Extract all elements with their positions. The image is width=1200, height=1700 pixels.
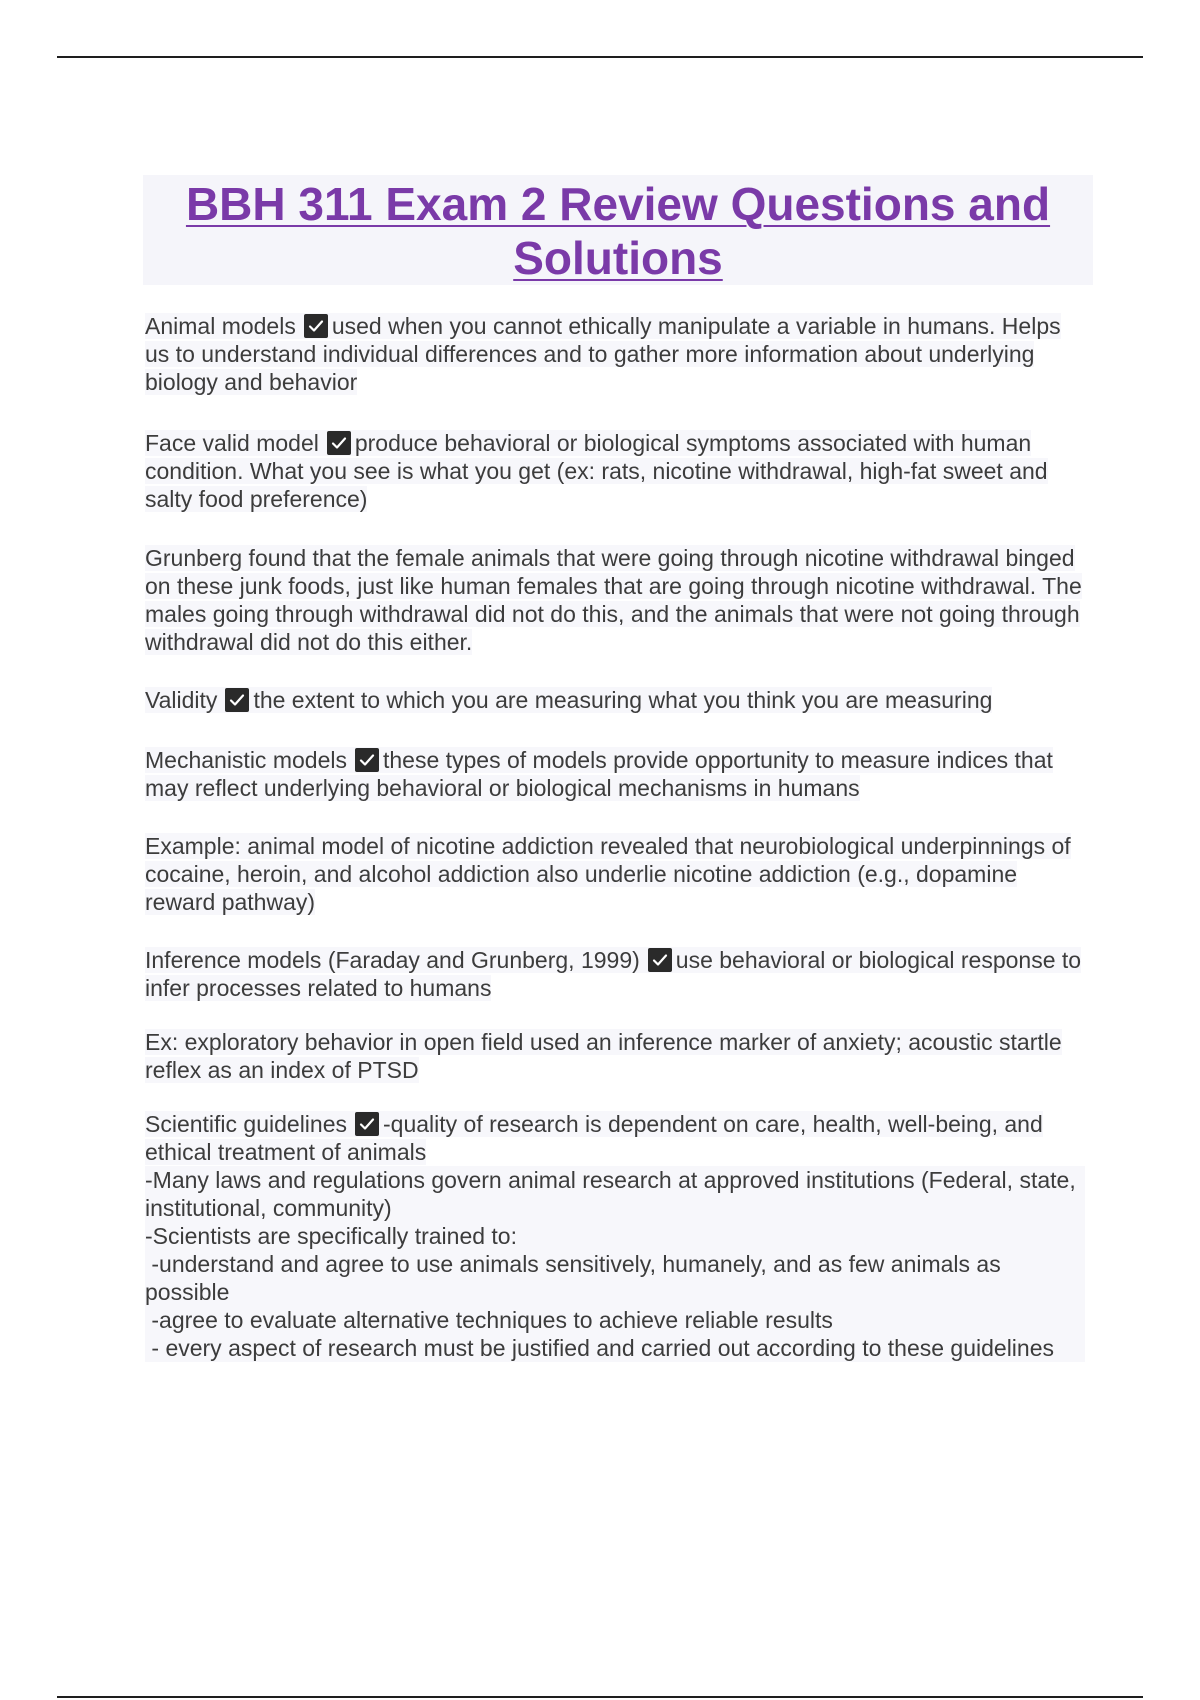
header-rule (57, 56, 1143, 58)
term: Mechanistic models (145, 747, 347, 773)
answer: used when you cannot ethically manipulate a variable in humans. Helps us to understand individual differences and to gather more information about underlying biology and behavior (145, 313, 1061, 395)
check-box-icon (355, 1112, 379, 1136)
check-box-icon (355, 748, 379, 772)
check-box-icon (304, 314, 328, 338)
answer: use behavioral or biological response to infer processes related to humans (145, 947, 1082, 1001)
note-paragraph (145, 1028, 1085, 1084)
term: Inference models (Faraday and Grunberg, 1999) (145, 947, 640, 973)
answer-line: -Many laws and regulations govern animal research at approved institutions (Federal, state, institutional, community) (145, 1166, 1085, 1222)
answer: the extent to which you are measuring what you think you are measuring (253, 687, 993, 713)
term: Validity (145, 687, 218, 713)
qa-item (145, 312, 1085, 396)
qa-item (145, 686, 1085, 714)
qa-item (145, 946, 1085, 1002)
answer: these types of models provide opportunity to measure indices that may reflect underlying behavioral or biological mechanisms in humans (145, 747, 1053, 801)
check-box-icon (327, 431, 351, 455)
note-text: Ex: exploratory behavior in open field used an inference marker of anxiety; acoustic startle reflex as an index of PTSD (145, 1029, 1062, 1083)
qa-item (145, 1110, 1085, 1362)
qa-item (145, 746, 1085, 802)
term: Face valid model (145, 430, 319, 456)
note-paragraph (145, 544, 1085, 656)
footer-rule (57, 1696, 1143, 1698)
document-title: BBH 311 Exam 2 Review Questions and Solutions (185, 178, 1051, 284)
note-text: Example: animal model of nicotine addiction revealed that neurobiological underpinnings of cocaine, heroin, and alcohol addiction also underlie nicotine addiction (e.g., dopamine reward pathway) (145, 833, 1071, 915)
answer-line: -Scientists are specifically trained to: (145, 1222, 1085, 1250)
answer-line: - every aspect of research must be justified and carried out according to these guidelines (145, 1334, 1085, 1362)
term: Animal models (145, 313, 296, 339)
answer-line: -quality of research is dependent on care, health, well-being, and ethical treatment of animals (145, 1111, 1043, 1165)
answer-line: -understand and agree to use animals sensitively, humanely, and as few animals as possible (145, 1250, 1085, 1306)
note-text: Grunberg found that the female animals that were going through nicotine withdrawal binged on these junk foods, just like human females that are going through nicotine withdrawal. The males going through withdrawal did not do this, and the animals that were not going through withdrawal did not do this either. (145, 545, 1082, 655)
note-paragraph (145, 832, 1085, 916)
answer-line: -agree to evaluate alternative techniques to achieve reliable results (145, 1306, 1085, 1334)
check-box-icon (225, 688, 249, 712)
check-box-icon (648, 948, 672, 972)
qa-item (145, 429, 1085, 513)
title-box (143, 175, 1093, 285)
term: Scientific guidelines (145, 1111, 348, 1137)
answer: produce behavioral or biological symptoms associated with human condition. What you see is what you get (ex: rats, nicotine withdrawal, high-fat sweet and salty food preference) (145, 430, 1048, 512)
